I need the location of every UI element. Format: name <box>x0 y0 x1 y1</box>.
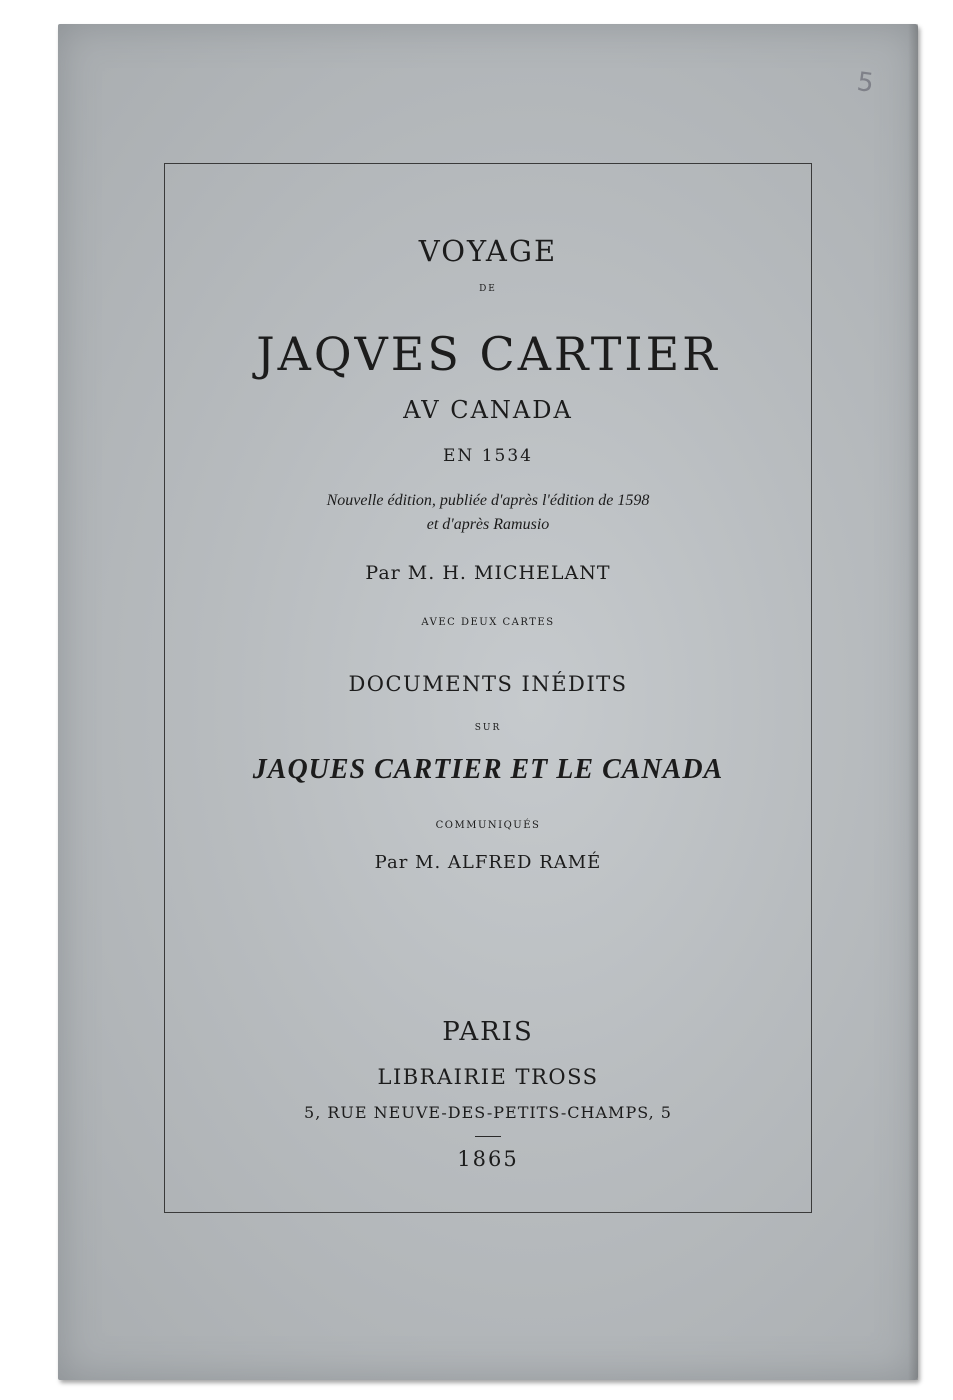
imprint-divider <box>475 1136 501 1137</box>
imprint-publisher: LIBRAIRIE TROSS <box>377 1065 599 1089</box>
title-av-canada: AV CANADA <box>403 396 573 424</box>
title-voyage: VOYAGE <box>418 234 558 268</box>
book-cover <box>58 24 918 1380</box>
maps-note: AVEC DEUX CARTES <box>421 617 555 628</box>
edition-note-line2: et d'après Ramusio <box>426 516 550 533</box>
documents-heading: DOCUMENTS INÉDITS <box>348 672 628 696</box>
documents-sur: SUR <box>474 723 502 733</box>
imprint-address: 5, RUE NEUVE-DES-PETITS-CHAMPS, 5 <box>304 1103 672 1122</box>
communiques-label: COMMUNIQUÉS <box>435 820 541 831</box>
imprint-year: 1865 <box>457 1147 519 1171</box>
title-year-1534: EN 1534 <box>443 446 533 466</box>
documents-subject: JAQUES CARTIER ET LE CANADA <box>252 754 724 785</box>
edition-note-line1: Nouvelle édition, publiée d'après l'édition de 1598 <box>326 492 650 509</box>
author-michelant: Par M. H. MICHELANT <box>365 562 611 584</box>
title-de: DE <box>479 284 497 294</box>
author-rame: Par M. ALFRED RAMÉ <box>374 852 602 873</box>
cover-border-frame <box>164 163 812 1213</box>
imprint-city: PARIS <box>442 1017 534 1047</box>
title-jaqves-cartier: JAQVES CARTIER <box>256 327 720 381</box>
pencil-mark: 5 <box>855 66 877 100</box>
